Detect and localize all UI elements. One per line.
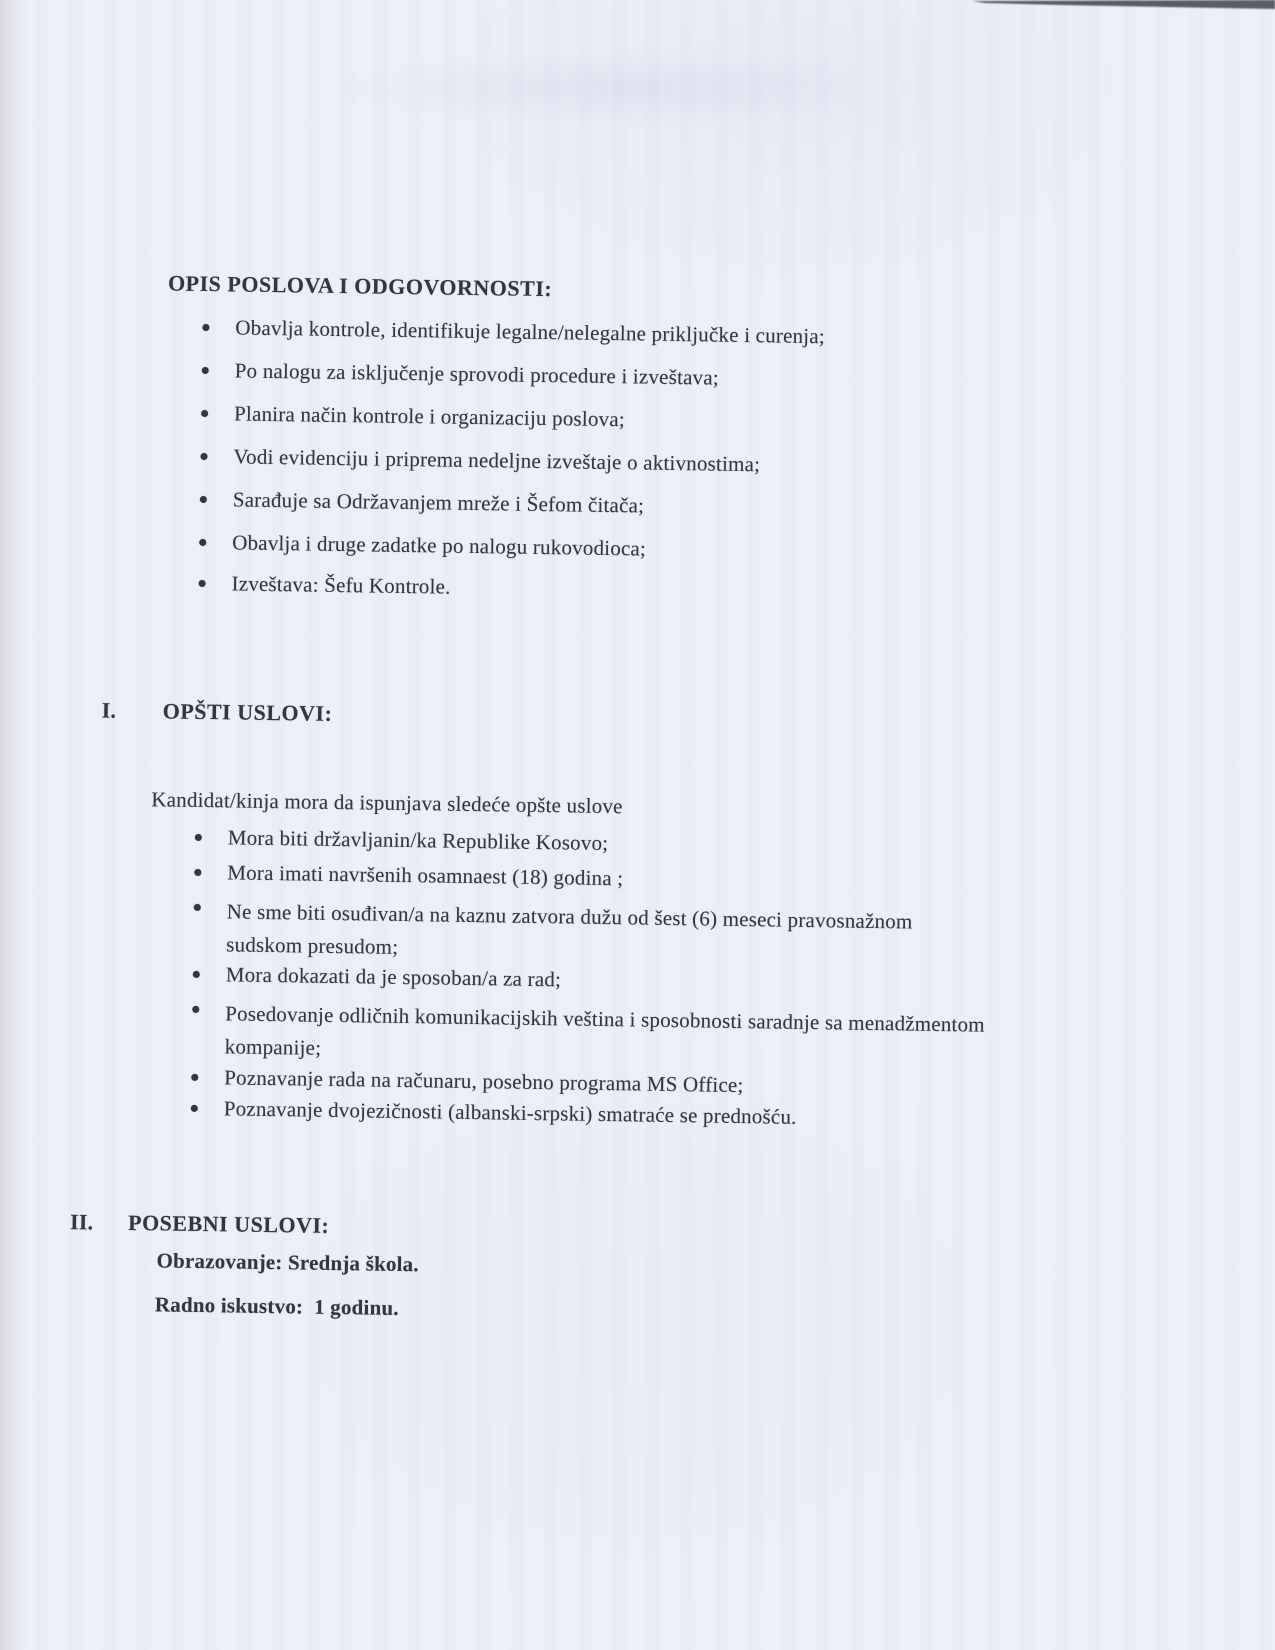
- bullet-icon: [199, 539, 206, 546]
- responsibility-item: [202, 358, 719, 391]
- general-conditions-intro: Kandidat/kinja mora da ispunjava sledeće opšte uslove: [151, 787, 623, 819]
- responsibility-item: [200, 487, 645, 519]
- bullet-icon: [199, 580, 206, 587]
- bullet-icon: [202, 324, 209, 331]
- bullet-icon: [191, 1074, 198, 1081]
- general-condition-text: Poznavanje dvojezičnosti (albanski-srpski) smatraće se prednošću.: [223, 1096, 797, 1129]
- bullet-icon: [200, 496, 207, 503]
- responsibility-item: [200, 444, 760, 477]
- bullet-icon: [202, 367, 209, 374]
- bullet-icon: [201, 410, 208, 417]
- bullet-icon: [200, 453, 207, 460]
- general-condition-item: [195, 825, 609, 856]
- general-condition-line: kompanije;: [224, 1034, 322, 1060]
- general-condition-text: Poznavanje rada na računaru, posebno programa MS Office;: [224, 1065, 744, 1098]
- experience-line: Radno iskustvo: 1 godinu.: [154, 1292, 399, 1320]
- responsibility-text: Obavlja i druge zadatke po nalogu rukovodioca;: [232, 530, 647, 561]
- responsibility-text: Po nalogu za isključenje sprovodi procedure i izveštava;: [234, 358, 720, 390]
- general-condition-text: Mora imati navršenih osamnaest (18) godina ;: [227, 860, 624, 891]
- education-line: Obrazovanje: Srednja škola.: [156, 1248, 419, 1277]
- bullet-icon: [194, 904, 201, 911]
- general-condition-item: [191, 1096, 797, 1130]
- responsibility-text: Izveštava: Šefu Kontrole.: [231, 571, 451, 599]
- general-condition-text: [226, 895, 913, 971]
- general-condition-item: [193, 895, 913, 972]
- general-condition-text: Mora dokazati da je sposoban/a za rad;: [225, 962, 562, 992]
- responsibility-item: [199, 530, 646, 562]
- responsibility-item: [202, 315, 825, 349]
- responsibility-item: [198, 571, 450, 600]
- responsibility-text: Obavlja kontrole, identifikuje legalne/nelegalne priključke i curenja;: [235, 315, 826, 349]
- bullet-icon: [194, 869, 201, 876]
- responsibility-text: Vodi evidenciju i priprema nedeljne izveštaje o aktivnostima;: [233, 444, 761, 477]
- section-ii-numeral: II.: [69, 1209, 94, 1235]
- general-condition-line: Posedovanje odličnih komunikacijskih veština i sposobnosti saradnje sa menadžmentom: [225, 1001, 985, 1037]
- section-ii-heading: POSEBNI USLOVI:: [127, 1209, 330, 1238]
- general-condition-item: [193, 962, 562, 992]
- bullet-icon: [191, 1105, 198, 1112]
- responsibility-text: Planira način kontrole i organizaciju poslova;: [233, 401, 626, 432]
- bullet-icon: [192, 1006, 199, 1013]
- general-condition-line: Ne sme biti osuđivan/a na kaznu zatvora dužu od šest (6) meseci pravosnažnom: [226, 899, 913, 934]
- general-condition-text: [224, 997, 985, 1074]
- responsibility-text: Sarađuje sa Održavanjem mreže i Šefom čitača;: [232, 487, 645, 518]
- general-condition-line: sudskom presudom;: [226, 932, 399, 959]
- general-condition-item: [194, 860, 623, 891]
- general-condition-text: Mora biti državljanin/ka Republike Kosovo;: [227, 825, 609, 856]
- bullet-icon: [193, 971, 200, 978]
- general-condition-item: [191, 997, 985, 1075]
- section-i-heading: OPŠTI USLOVI:: [162, 698, 333, 726]
- bullet-icon: [195, 834, 202, 841]
- responsibilities-heading: OPIS POSLOVA I ODGOVORNOSTI:: [167, 270, 553, 302]
- responsibility-item: [201, 401, 625, 432]
- section-i-numeral: I.: [101, 697, 117, 723]
